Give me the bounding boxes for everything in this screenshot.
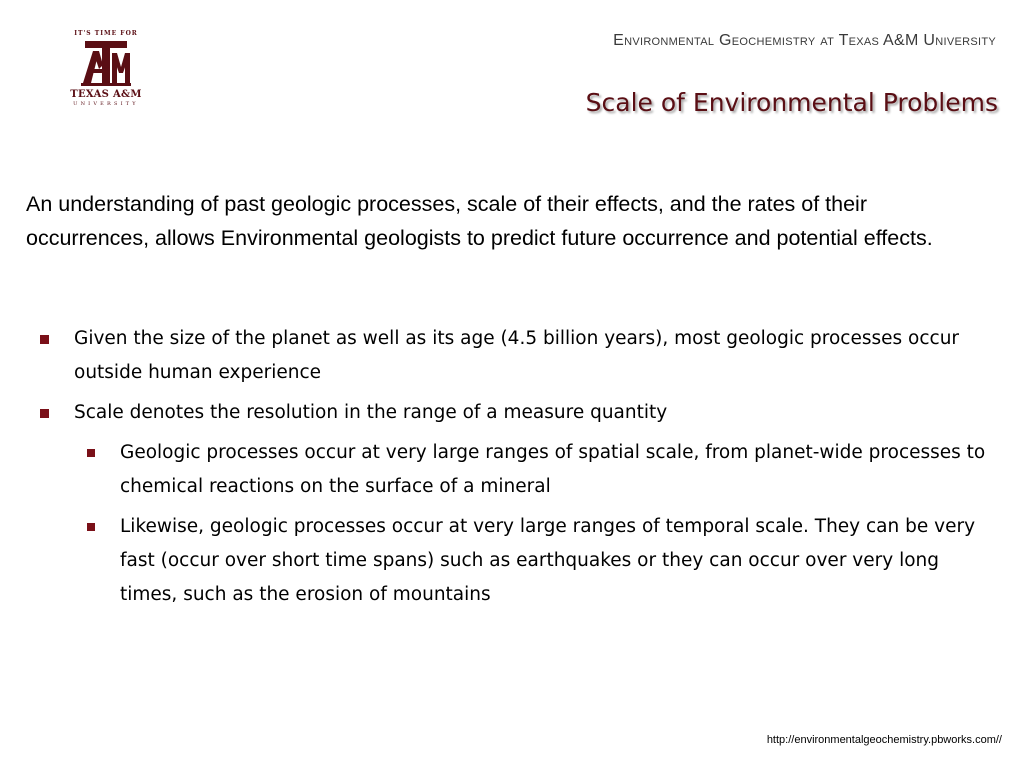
square-bullet-icon (40, 409, 49, 418)
sub-bullet-text: Geologic processes occur at very large ranges of spatial scale, from planet-wide processes to chemical reactions on the surface of a mineral (120, 442, 986, 497)
bullet-item (34, 322, 994, 390)
sub-bullet-item (34, 510, 994, 612)
intro-paragraph: An understanding of past geologic processes, scale of their effects, and the rates of their occurrences, allows Environmental geologists to predict future occurrence and potential effects. (26, 192, 933, 250)
logo-university: UNIVERSITY (73, 101, 139, 107)
header-title: Environmental Geochemistry at Texas A&M University (613, 32, 996, 49)
slide-title: Scale of Environmental Problems (585, 88, 998, 117)
square-bullet-icon (87, 523, 95, 531)
logo-school-name: TEXAS A&M (70, 89, 142, 100)
square-bullet-icon (87, 449, 95, 457)
texas-am-logo (60, 30, 152, 107)
sub-bullet-item (34, 436, 994, 504)
bullet-list (34, 322, 994, 618)
footer-url-link[interactable]: http://environmentalgeochemistry.pbworks.com// (766, 734, 1002, 746)
square-bullet-icon (40, 335, 49, 344)
bullet-text: Scale denotes the resolution in the range of a measure quantity (74, 402, 668, 423)
sub-bullet-text: Likewise, geologic processes occur at very large ranges of temporal scale. They can be very fast (occur over short time spans) such as earthquakes or they can occur over very long times, such as the erosion of mountains (120, 516, 976, 605)
bullet-item (34, 396, 994, 430)
logo-tagline: IT'S TIME FOR (74, 30, 138, 37)
bullet-text: Given the size of the planet as well as its age (4.5 billion years), most geologic processes occur outside human experience (74, 328, 960, 383)
atm-logo-icon (79, 39, 133, 87)
